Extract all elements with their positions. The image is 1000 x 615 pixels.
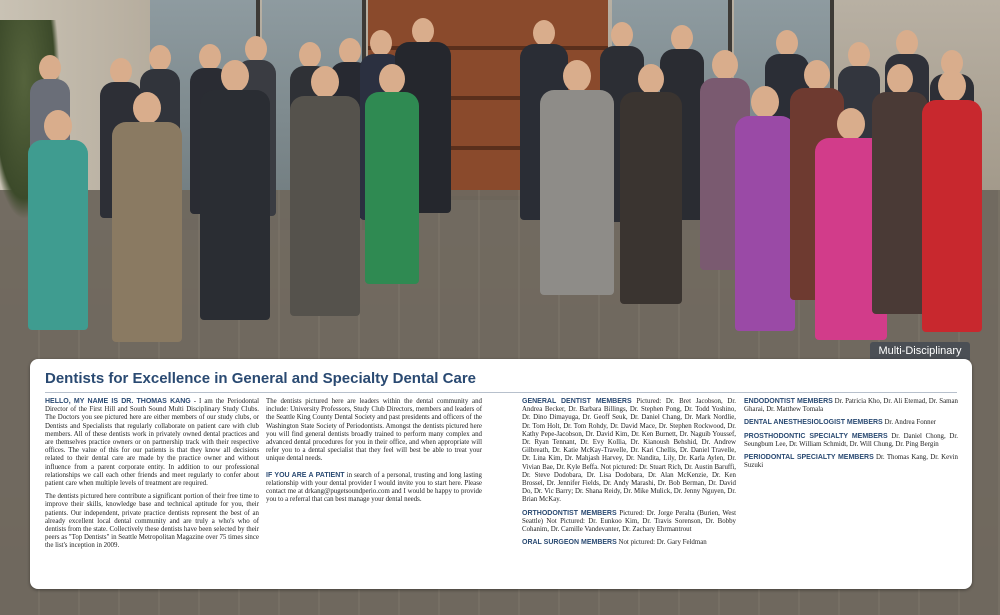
person xyxy=(28,110,88,330)
column-intro xyxy=(45,398,259,556)
intro-text: - I am the Periodontal Director of the First Hill and South Sound Multi Disciplinary Study Clubs. The Doctors you see pictured here are either members of our study clubs, or Dentists and Specialists that regularly collaborate on patient care with club members. All of these dentists work in privately owned dental practices and are themselves practice owners or on partnership track with their respective offices. The value of this for our patients is that they know all decisions related to their dental care are made by the practice owner and without influence from a parent corporate entity. In addition to our professional relationships we call each other friends and meet regularly to confer about patient care when multiple levels of treatment are required. xyxy=(45,398,259,488)
person xyxy=(112,92,182,342)
anes-text: Dr. Andrea Fonner xyxy=(882,419,936,427)
title-divider xyxy=(45,392,957,393)
prosth-lead: PROSTHODONTIC SPECIALTY MEMBERS xyxy=(744,432,888,440)
column-leaders xyxy=(266,398,482,509)
oral-lead: ORAL SURGEON MEMBERS xyxy=(522,539,617,547)
column-members xyxy=(522,398,736,552)
perio-lead: PERIODONTAL SPECIALTY MEMBERS xyxy=(744,454,874,462)
general-lead: GENERAL DENTIST MEMBERS xyxy=(522,398,632,405)
periodontists xyxy=(744,454,958,470)
general-text: Pictured: Dr. Bret Jacobson, Dr. Andrea Becker, Dr. Barbara Billings, Dr. Stephen Pong, Dr. Todd Yoshino, Dr. Dino Dimayuga, Dr. Geoff Seuk, Dr. Daniel Chang, Dr. Mark Nordlie, Dr. Tom Holt, Dr. Tom Rohdy, Dr. David Mace, Dr. Stephen Rockwood, Dr. Kathy Pepe-Jacobson, Dr. David Kim, Dr. Ken Burnett, Dr. Naguib Youssef, Dr. Ryan Tennant, Dr. Evy Kollia, Dr. Kianoush Behshid, Dr. Andrew Gilbreath, Dr. Katie McKay-Travelle, Dr. Kari Chellis, Dr. Daniel Travelle, Dr. Lina Kim, Dr. Mahjash Harvey, Dr. Nandita, Lily, Dr. Karla Aylen, Dr. Vivian Bae, Dr. Kyle Beffa. Not pictured: Dr. Stuart Rich, Dr. Austin Baruffi, Dr. Steve Dodobara, Dr. Lisa Dodobara, Dr. Alan McKenzie, Dr. Ken Brossel, Dr. Jennifer Fields, Dr. Andy Marashi, Dr. Bob Berman, Dr. David Do, Dr. Vic Barry; Dr. Shana Reidy, Dr. Mike Mulick, Dr. Jenny Nguyen, Dr. Brian McKay. xyxy=(522,398,736,504)
orthodontists xyxy=(522,510,736,535)
person xyxy=(540,60,614,295)
patient-text: in search of a personal, trusting and long lasting relationship with your dental provider I would invite you to start here. Please contact me at drkang@pugetsoundperio.com and I would be happy to provide you to a referral that can best manage your dental needs. xyxy=(266,471,482,504)
anes-lead: DENTAL ANESTHESIOLOGIST MEMBERS xyxy=(744,419,883,427)
general-dentists xyxy=(522,398,736,505)
ortho-lead: ORTHODONTIST MEMBERS xyxy=(522,509,617,517)
oral-text: Not pictured: Dr. Gary Feldman xyxy=(616,539,707,547)
category-badge: Multi-Disciplinary xyxy=(870,342,970,360)
endo-lead: ENDODONTIST MEMBERS xyxy=(744,398,833,405)
prosth-text: Dr. Daniel Chong, Dr. Seungbum Lee, Dr. William Schmidt, Dr. Will Chung, Dr. Ping Bergin xyxy=(744,432,958,448)
intro-paragraph xyxy=(45,398,259,488)
intro-lead: HELLO, MY NAME IS DR. THOMAS KANG xyxy=(45,398,191,405)
article-card xyxy=(30,359,972,589)
perio-text: Dr. Thomas Kang, Dr. Kevin Suzuki xyxy=(744,454,958,470)
patient-lead: IF YOU ARE A PATIENT xyxy=(266,471,345,479)
person xyxy=(365,64,419,284)
prosthodontists xyxy=(744,433,958,449)
patient-paragraph xyxy=(266,472,482,505)
endo-text: Dr. Patricia Kho, Dr. Ali Etemad, Dr. Saman Gharai, Dr. Matthew Tomala xyxy=(744,398,958,414)
contribution-paragraph: The dentists pictured here contribute a significant portion of their free time to improve their skills, knowledge base and technical aptitude for you, their patients. Our independent, private practice dentists represent the best of an already excellent local dental community and are truly a who's who of dentists from the state. Collectively these dentists have been selected by their peers as "Top Dentists" in Seattle Metropolitan Magazine over 75 times since the list's inception in 2009. xyxy=(45,493,259,550)
ortho-text: Pictured: Dr. Jorge Peralta (Burien, West Seattle) Not Pictured: Dr. Eunkoo Kim, Dr. Travis Sorenson, Dr. Bobby Cohanim, Dr. Camille Vandevanter, Dr. Zachary Ehrmantrout xyxy=(522,509,736,534)
person xyxy=(735,86,795,331)
endodontists xyxy=(744,398,958,414)
column-specialists xyxy=(744,398,958,475)
person xyxy=(620,64,682,304)
person xyxy=(872,64,928,314)
oral-surgeons xyxy=(522,539,736,547)
person xyxy=(290,66,360,316)
person xyxy=(922,70,982,332)
article-title: Dentists for Excellence in General and Specialty Dental Care xyxy=(45,370,476,387)
anesthesiologists xyxy=(744,419,958,427)
leaders-paragraph: The dentists pictured here are leaders within the dental community and include: University Professors, Study Club Directors, members and leaders of the Seattle King County Dental Society and past presidents and officers of the Washington State Society of Periodontists. Amongst the dentists pictured here you will find general dentists broadly trained to perform many complex and advanced dental procedures for you in their office, and when appropriate will refer you to a dental specialist that they feel will best be able to treat your unique dental needs. xyxy=(266,398,482,463)
person xyxy=(200,60,270,320)
